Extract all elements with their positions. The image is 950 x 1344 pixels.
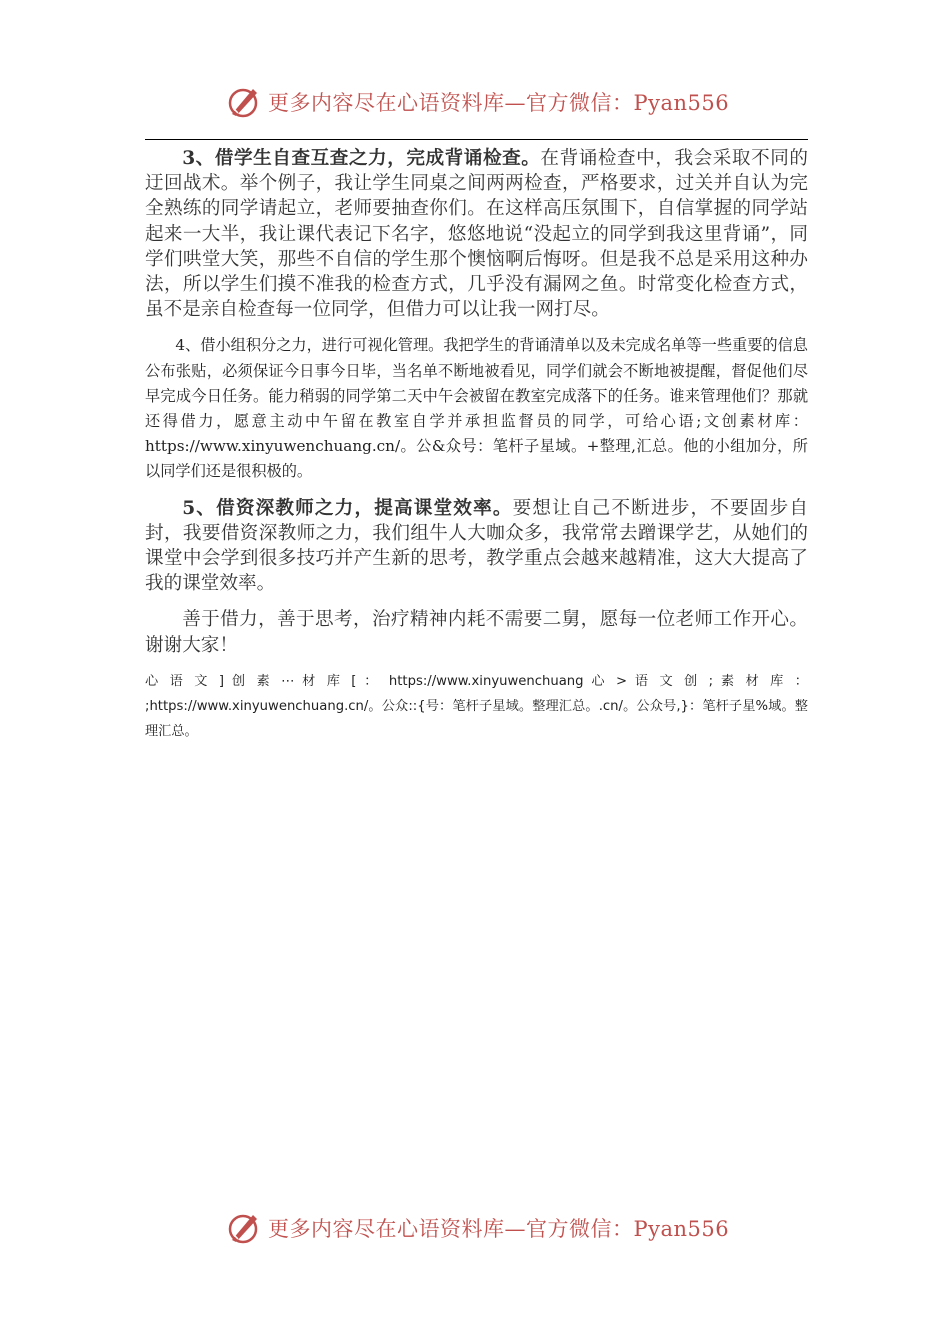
quill-pen-logo-icon [226, 84, 262, 120]
source-note-text: 心 语 文 ] 创 素 ⋯ 材 库 [ ： https://www.xinyuwenchuang 心 > 语 文 创 ; 素 材 库 ： ;https://www.xinyuwenchuang.cn/。公众::{号：笔杆子星域。整理汇总。.cn/。公众号,}：笔杆子星%域。整理汇总。 [145, 673, 808, 739]
paragraph-5-text: 要想让自己不断进步，不要固步自封，我要借资深教师之力，我们组牛人大咖众多，我常常去蹭课学艺，从她们的课堂中会学到很多技巧并产生新的思考，教学重点会越来越精准，这大大提高了我的课堂效率。 [145, 497, 808, 595]
header-banner [226, 82, 729, 122]
footer-banner-text: 更多内容尽在心语资料库—官方微信：Pyan556 [268, 1217, 730, 1241]
paragraph-3-heading: 3、借学生自查互查之力，完成背诵检查。 [182, 148, 541, 169]
document-body [145, 146, 808, 744]
paragraph-3 [145, 146, 808, 322]
paragraph-source-note [145, 669, 808, 744]
paragraph-4 [145, 333, 808, 484]
paragraph-4-text: 4、借小组积分之力，进行可视化管理。我把学生的背诵清单以及未完成名单等一些重要的信息公布张贴，必须保证今日事今日毕，当名单不断地被看见，同学们就会不断地被提醒，督促他们尽早完成今日任务。能力稍弱的同学第二天中午会被留在教室完成落下的任务。谁来管理他们？那就还得借力，愿意主动中午留在教室自学并承担监督员的同学，可给心语;文创素材库：https://www.xinyuwenchuang.cn/。公&众号：笔杆子星域。+整理,汇总。他的小组加分，所以同学们还是很积极的。 [145, 336, 808, 481]
paragraph-5 [145, 496, 808, 597]
paragraph-3-text: 在背诵检查中，我会采取不同的迂回战术。举个例子，我让学生同桌之间两两检查，严格要求，过关并自认为完全熟练的同学请起立，老师要抽查你们。在这样高压氛围下，自信掌握的同学站起来一大半，我让课代表记下名字，悠悠地说“没起立的同学到我这里背诵”，同学们哄堂大笑，那些不自信的学生那个懊恼啊后悔呀。但是我不总是采用这种办法，所以学生们摸不准我的检查方式，几乎没有漏网之鱼。时常变化检查方式，虽不是亲自检查每一位同学，但借力可以让我一网打尽。 [145, 148, 808, 321]
footer-banner [226, 1208, 729, 1248]
quill-pen-logo-icon [226, 1210, 262, 1246]
paragraph-5-heading: 5、借资深教师之力，提高课堂效率。 [182, 497, 513, 519]
paragraph-closing [145, 607, 808, 657]
paragraph-closing-text: 善于借力，善于思考，治疗精神内耗不需要二舅，愿每一位老师工作开心。谢谢大家！ [145, 609, 808, 656]
header-divider [145, 139, 808, 140]
header-banner-text: 更多内容尽在心语资料库—官方微信：Pyan556 [268, 91, 730, 115]
